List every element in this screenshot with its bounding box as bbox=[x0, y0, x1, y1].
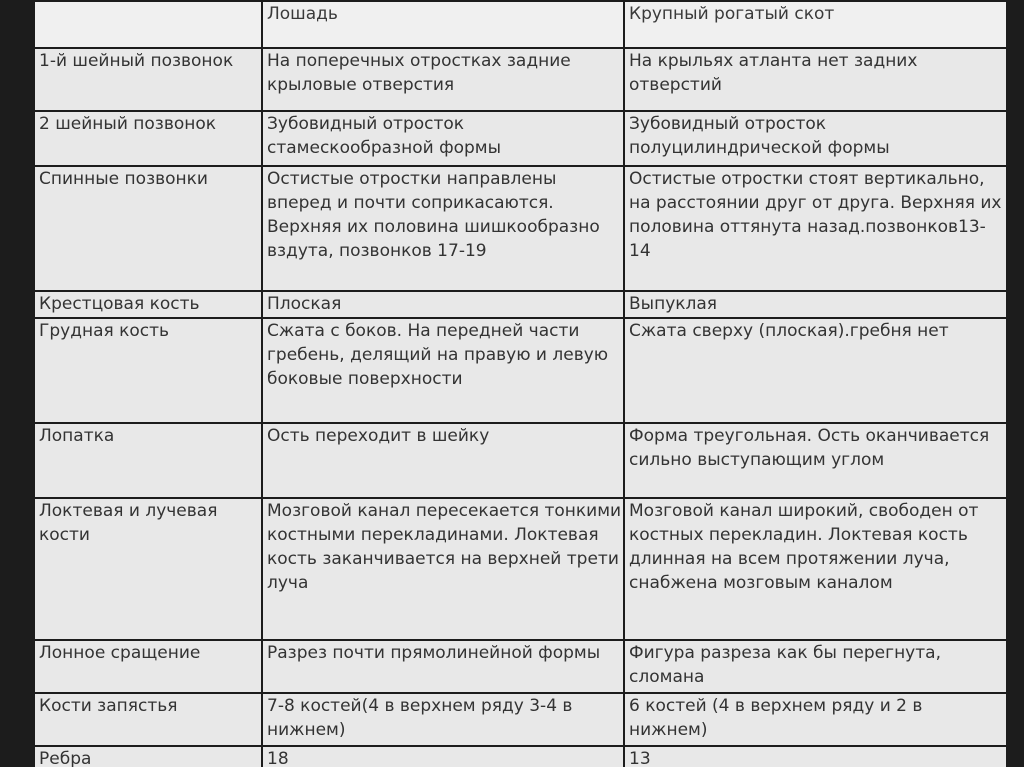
row-label: Кости запястья bbox=[35, 694, 261, 745]
header-cell-cattle: Крупный рогатый скот bbox=[625, 2, 1006, 47]
table-row bbox=[35, 747, 1006, 767]
horse-cell: 7-8 костей(4 в верхнем ряду 3-4 в нижнем) bbox=[263, 694, 623, 745]
row-label: Локтевая и лучевая кости bbox=[35, 499, 261, 639]
cattle-cell: 13 bbox=[625, 747, 1006, 767]
table-row bbox=[35, 499, 1006, 639]
table-row bbox=[35, 424, 1006, 497]
row-label: Спинные позвонки bbox=[35, 167, 261, 290]
horse-cell: Зубовидный отросток стамескообразной формы bbox=[263, 112, 623, 165]
table-row bbox=[35, 112, 1006, 165]
table-row bbox=[35, 167, 1006, 290]
cattle-cell: Форма треугольная. Ость оканчивается сильно выступающим углом bbox=[625, 424, 1006, 497]
comparison-table bbox=[33, 0, 1008, 767]
cattle-cell: 6 костей (4 в верхнем ряду и 2 в нижнем) bbox=[625, 694, 1006, 745]
horse-cell: Разрез почти прямолинейной формы bbox=[263, 641, 623, 692]
table-row bbox=[35, 641, 1006, 692]
row-label: Лопатка bbox=[35, 424, 261, 497]
row-label: 1-й шейный позвонок bbox=[35, 49, 261, 110]
row-label: Лонное сращение bbox=[35, 641, 261, 692]
cattle-cell: Выпуклая bbox=[625, 292, 1006, 317]
header-cell-empty bbox=[35, 2, 261, 47]
horse-cell: Остистые отростки направлены вперед и почти соприкасаются. Верхняя их половина шишкообразно вздута, позвонков 17-19 bbox=[263, 167, 623, 290]
cattle-cell: Мозговой канал широкий, свободен от костных перекладин. Локтевая кость длинная на всем протяжении луча, снабжена мозговым каналом bbox=[625, 499, 1006, 639]
cattle-cell: Зубовидный отросток полуцилиндрической формы bbox=[625, 112, 1006, 165]
row-label: Крестцовая кость bbox=[35, 292, 261, 317]
horse-cell: 18 bbox=[263, 747, 623, 767]
table-header-row bbox=[35, 2, 1006, 47]
horse-cell: Плоская bbox=[263, 292, 623, 317]
header-cell-horse: Лошадь bbox=[263, 2, 623, 47]
row-label: 2 шейный позвонок bbox=[35, 112, 261, 165]
horse-cell: На поперечных отростках задние крыловые отверстия bbox=[263, 49, 623, 110]
cattle-cell: Остистые отростки стоят вертикально, на расстоянии друг от друга. Верхняя их половина оттянута назад.позвонков13-14 bbox=[625, 167, 1006, 290]
table-row bbox=[35, 49, 1006, 110]
table-row bbox=[35, 694, 1006, 745]
horse-cell: Ость переходит в шейку bbox=[263, 424, 623, 497]
cattle-cell: На крыльях атланта нет задних отверстий bbox=[625, 49, 1006, 110]
table-row bbox=[35, 319, 1006, 422]
cattle-cell: Сжата сверху (плоская).гребня нет bbox=[625, 319, 1006, 422]
table-row bbox=[35, 292, 1006, 317]
row-label: Ребра bbox=[35, 747, 261, 767]
cattle-cell: Фигура разреза как бы перегнута, сломана bbox=[625, 641, 1006, 692]
horse-cell: Мозговой канал пересекается тонкими костными перекладинами. Локтевая кость заканчивается на верхней трети луча bbox=[263, 499, 623, 639]
row-label: Грудная кость bbox=[35, 319, 261, 422]
horse-cell: Сжата с боков. На передней части гребень, делящий на правую и левую боковые поверхности bbox=[263, 319, 623, 422]
